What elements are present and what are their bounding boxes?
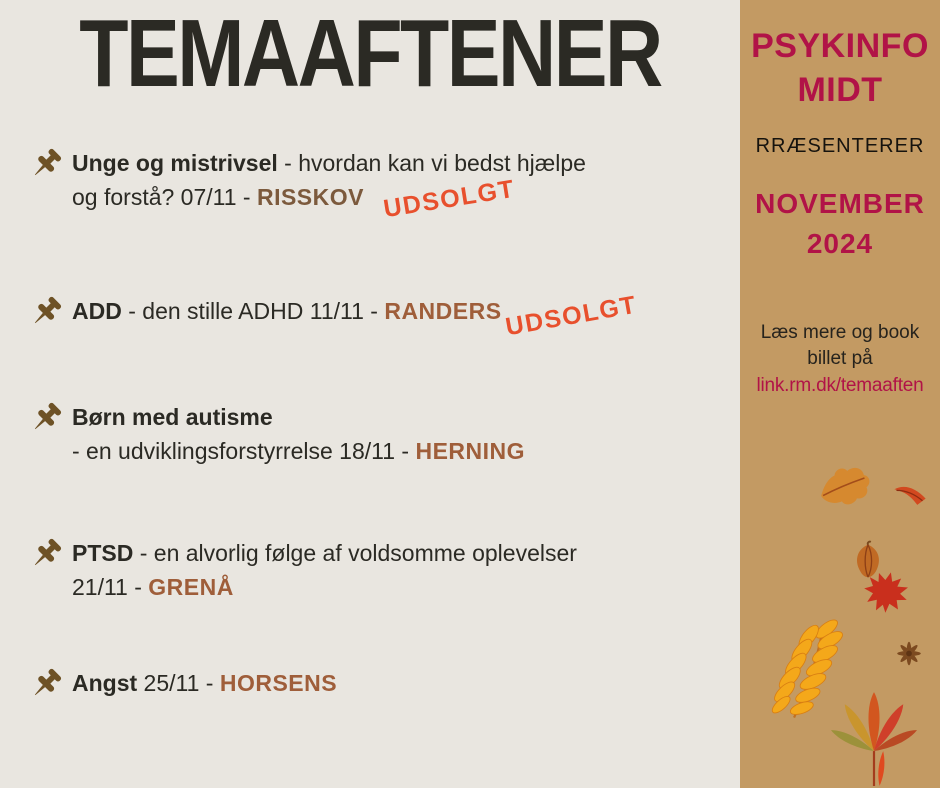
event-topic: Angst — [72, 670, 138, 696]
event-description: - hvordan kan vi bedst hjælpe — [277, 150, 586, 176]
oak-leaf-icon — [816, 464, 874, 517]
maple-leaf-icon — [862, 570, 910, 619]
pushpin-icon — [26, 294, 64, 337]
event-description: - en udviklingsforstyrrelse 18/11 - — [72, 438, 416, 464]
event-line — [72, 434, 525, 468]
event-description: - den stille ADHD 11/11 - — [121, 298, 385, 324]
presents-label: RRÆSENTERER — [755, 135, 925, 157]
event-city: RANDERS — [384, 298, 502, 324]
pushpin-icon — [26, 146, 64, 189]
event-topic: Børn med autisme — [72, 404, 273, 430]
booking-info — [740, 320, 940, 400]
sold-out-badge: UDSOLGT — [381, 174, 518, 224]
creeper-leaf-icon — [828, 690, 920, 788]
month-year: 2024 — [806, 228, 874, 259]
event-text — [72, 536, 577, 604]
event-line — [72, 536, 577, 570]
event-topic: PTSD — [72, 540, 134, 566]
event-text — [72, 666, 337, 700]
sold-out-badge: UDSOLGT — [503, 290, 640, 342]
booking-info-line1: Læs mere og book — [760, 322, 920, 343]
event-date: 21/11 - — [72, 574, 149, 600]
event-line — [72, 294, 502, 328]
event-description: - en alvorlig følge af voldsomme oplevelser — [133, 540, 577, 566]
org-name-line1: PSYKINFO — [751, 27, 929, 65]
event-item-add — [26, 294, 502, 337]
event-city: HORSENS — [219, 670, 338, 696]
event-city: RISSKOV — [256, 184, 364, 210]
event-text — [72, 400, 525, 468]
event-line — [72, 666, 337, 700]
event-city: HERNING — [415, 438, 526, 464]
page-title: TEMAAFTENER — [79, 0, 661, 107]
event-date: 25/11 - — [137, 670, 220, 696]
month-label — [740, 184, 940, 264]
booking-link: link.rm.dk/temaaften — [756, 375, 924, 396]
event-topic: ADD — [72, 298, 122, 324]
event-text — [72, 294, 502, 328]
pushpin-icon — [26, 400, 64, 443]
leaf-fragment-icon — [892, 482, 928, 512]
event-date: og forstå? 07/11 - — [72, 184, 257, 210]
event-item-angst — [26, 666, 337, 709]
event-line — [72, 570, 577, 604]
month-name: NOVEMBER — [755, 188, 925, 219]
org-name-line2: MIDT — [797, 71, 883, 109]
sidebar — [740, 0, 940, 788]
event-city: GRENÅ — [148, 574, 234, 600]
star-anise-icon — [893, 640, 925, 672]
event-item-boern-med-autisme — [26, 400, 525, 468]
event-line — [72, 400, 525, 434]
pushpin-icon — [26, 666, 64, 709]
pushpin-icon — [26, 536, 64, 579]
event-item-ptsd — [26, 536, 577, 604]
event-topic: Unge og mistrivsel — [72, 150, 278, 176]
org-name — [740, 24, 940, 112]
booking-info-line2: billet på — [807, 348, 873, 369]
